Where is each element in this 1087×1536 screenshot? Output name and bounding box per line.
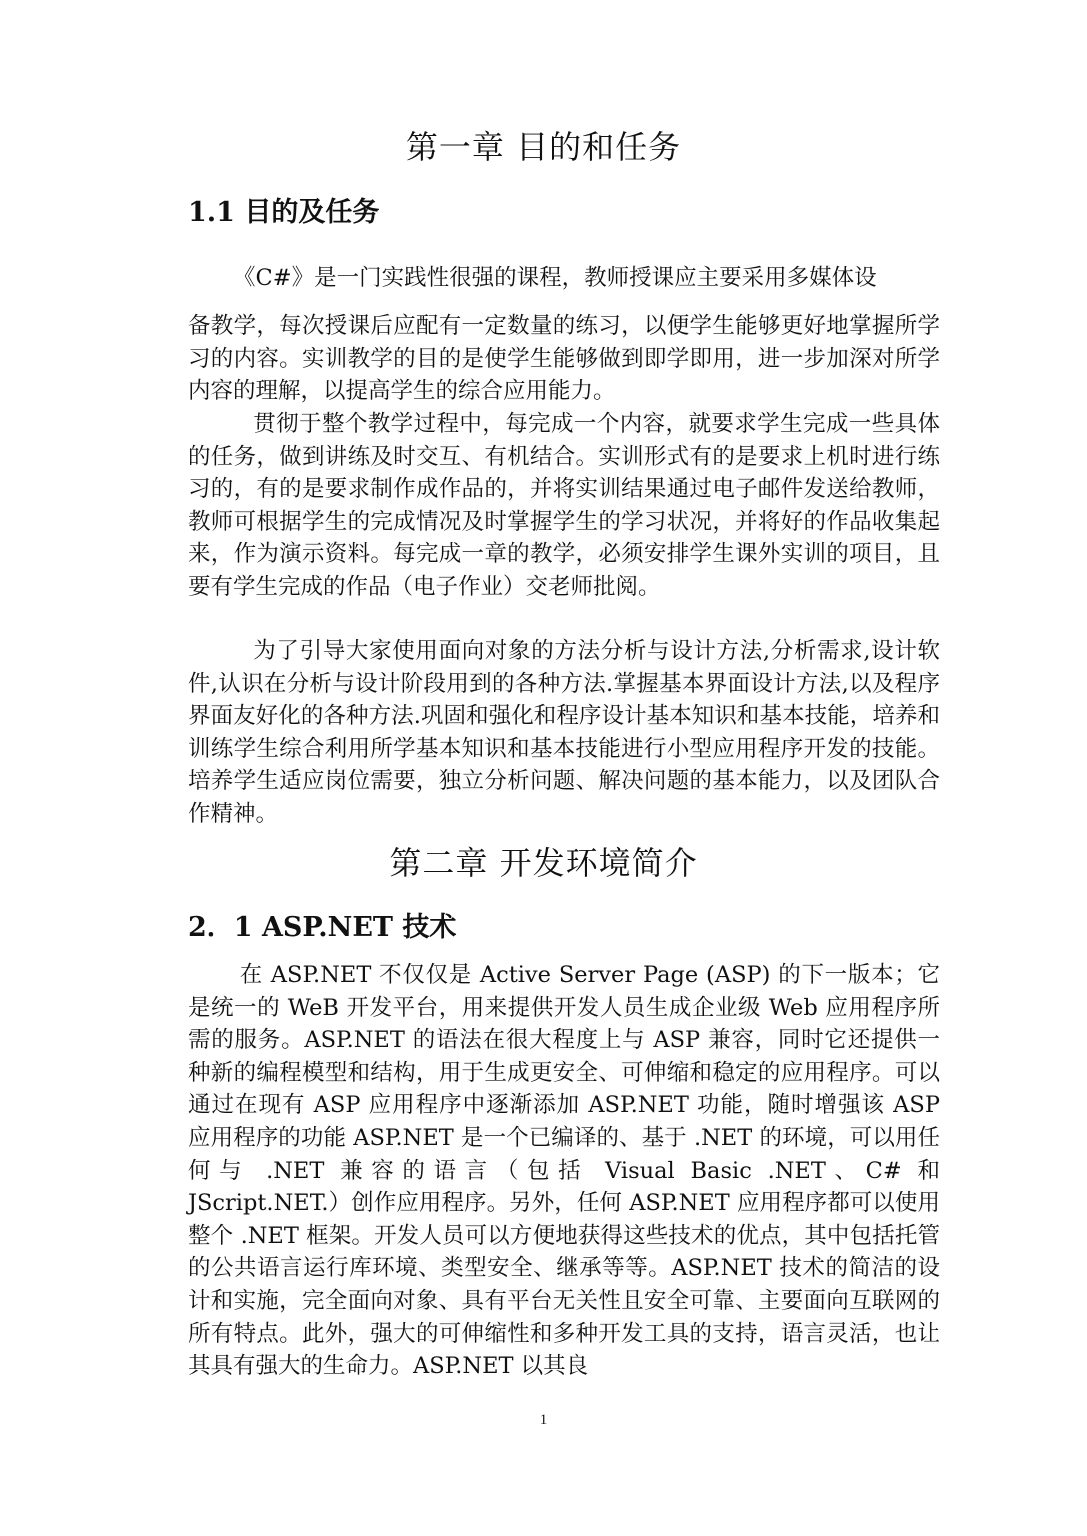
chapter-2-title: 第二章 开发环境简介 xyxy=(389,844,698,882)
chapter-2-paragraph-1: 在 ASP.NET 不仅仅是 Active Server Page (ASP) 的下一版本；它是统一的 WeB 开发平台，用来提供开发人员生成企业级 Web 应用程序所需的服务。ASP.NET 的语法在很大程度上与 ASP 兼容，同时它还提供一种新的编程模型和结构，用于生成更安全、可伸缩和稳定的应用程序。可以通过在现有 ASP 应用程序中逐渐添加 ASP.NET 功能，随时增强该 ASP 应用程序的功能 ASP.NET 是一个已编译的、基于 .NET 的环境，可以用任何与 .NET 兼容的语言（包括 Visual Basic .NET、C# 和 JScript.NET.）创作应用程序。另外，任何 ASP.NET 应用程序都可以使用整个 .NET 框架。开发人员可以方便地获得这些技术的优点，其中包括托管的公共语言运行库环境、类型安全、继承等等。ASP.NET 技术的简洁的设计和实施，完全面向对象、具有平台无关性且安全可靠、主要面向互联网的所有特点。此外，强大的可伸缩性和多种开发工具的支持，语言灵活，也让其具有强大的生命力。ASP.NET 以其良 xyxy=(188,962,940,1380)
page-number: 1 xyxy=(539,1412,548,1428)
chapter-1-paragraph-3: 贯彻于整个教学过程中，每完成一个内容，就要求学生完成一些具体的任务，做到讲练及时交互、有机结合。实训形式有的是要求上机时进行练习的，有的是要求制作成作品的，并将实训结果通过电子邮件发送给教师，教师可根据学生的完成情况及时掌握学生的学习状况，并将好的作品收集起来，作为演示资料。每完成一章的教学，必须安排学生课外实训的项目，且要有学生完成的作品（电子作业）交老师批阅。 xyxy=(188,411,940,600)
section-2-1-heading: 2．1 ASP.NET 技术 xyxy=(188,912,457,943)
chapter-1-paragraph-4: 为了引导大家使用面向对象的方法分析与设计方法,分析需求,设计软件,认识在分析与设计阶段用到的各种方法.掌握基本界面设计方法,以及程序界面友好化的各种方法.巩固和强化和程序设计基本知识和基本技能，培养和训练学生综合利用所学基本知识和基本技能进行小型应用程序开发的技能。培养学生适应岗位需要，独立分析问题、解决问题的基本能力，以及团队合作精神。 xyxy=(188,638,940,827)
section-1-1-heading: 1.1 目的及任务 xyxy=(188,197,380,228)
chapter-1-title: 第一章 目的和任务 xyxy=(405,128,682,166)
chapter-1-paragraph-1: 《C#》是一门实践性很强的课程，教师授课应主要采用多媒体设 xyxy=(233,265,877,291)
chapter-1-paragraph-2: 备教学，每次授课后应配有一定数量的练习，以便学生能够更好地掌握所学习的内容。实训教学的目的是使学生能够做到即学即用，进一步加深对所学内容的理解，以提高学生的综合应用能力。 xyxy=(188,313,940,405)
